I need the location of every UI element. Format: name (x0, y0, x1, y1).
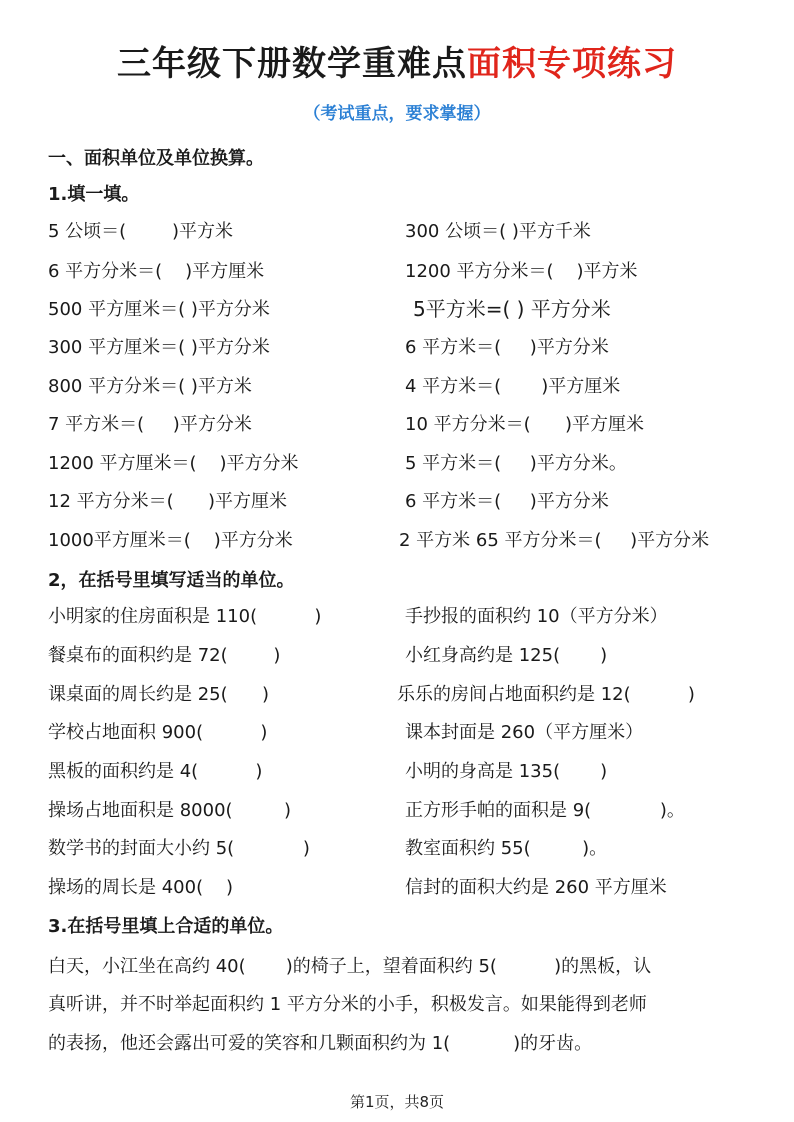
q2-item: 操场的周长是 400( ) (48, 877, 234, 898)
q1-item: 1200 平方分米＝( )平方米 (405, 261, 638, 282)
q2-item: 小明的身高是 135( ) (405, 761, 608, 782)
q2-item: 数学书的封面大小约 5( ) (48, 838, 310, 859)
page-number: 第1页，共8页 (349, 1093, 445, 1111)
q2-item: 操场占地面积是 8000( ) (48, 800, 292, 821)
q1-item: 300 公顷＝( )平方千米 (405, 221, 591, 242)
q1-item: 4 平方米＝( )平方厘米 (405, 376, 621, 397)
q2-item: 黑板的面积约是 4( ) (48, 761, 263, 782)
q2-item: 学校占地面积 900( ) (48, 722, 268, 743)
q1-item: 6 平方米＝( )平方分米 (405, 337, 609, 358)
q1-heading: 1.填一填。 (48, 184, 140, 205)
q2-item: 信封的面积大约是 260 平方厘米 (405, 877, 667, 898)
q1-item: 500 平方厘米＝( )平方分米 (48, 299, 270, 320)
q1-item: 5平方米=( ) 平方分米 (413, 297, 611, 321)
q2-item: 课本封面是 260（平方厘米） (405, 722, 644, 743)
q1-item: 1000平方厘米＝( )平方分米 (48, 530, 293, 551)
q2-item: 课桌面的周长约是 25( ) (48, 684, 270, 705)
q1-item: 7 平方米＝( )平方分米 (48, 414, 252, 435)
q1-item: 5 公顷＝( )平方米 (48, 221, 233, 242)
q2-item: 正方形手帕的面积是 9( )。 (405, 800, 685, 821)
q2-item: 乐乐的房间占地面积约是 12( ) (397, 684, 695, 705)
q1-item: 300 平方厘米＝( )平方分米 (48, 337, 270, 358)
q3-heading: 3.在括号里填上合适的单位。 (48, 916, 284, 937)
q2-item: 小明家的住房面积是 110( ) (48, 606, 322, 627)
page-title (0, 36, 794, 85)
q1-item: 12 平方分米＝( )平方厘米 (48, 491, 288, 512)
q1-item: 10 平方分米＝( )平方厘米 (405, 414, 645, 435)
title-part1: 三年级下册数学重难点 (117, 44, 467, 84)
q1-item: 6 平方米＝( )平方分米 (405, 491, 609, 512)
q2-item: 教室面积约 55( )。 (405, 838, 608, 859)
q2-item: 小红身高约是 125( ) (405, 645, 608, 666)
q2-item: 餐桌布的面积约是 72( ) (48, 645, 281, 666)
q3-paragraph-line: 白天，小江坐在高约 40( )的椅子上，望着面积约 5( )的黑板，认 (48, 956, 652, 977)
q2-item: 手抄报的面积约 10（平方分米） (405, 606, 668, 627)
q3-paragraph-line: 的表扬，他还会露出可爱的笑容和几颗面积约为 1( )的牙齿。 (48, 1033, 593, 1054)
q2-heading: 2，在括号里填写适当的单位。 (48, 570, 295, 591)
q1-item: 5 平方米＝( )平方分米。 (405, 453, 627, 474)
section1-heading: 一、面积单位及单位换算。 (48, 148, 264, 169)
q1-item: 6 平方分米＝( )平方厘米 (48, 261, 265, 282)
q1-item: 1200 平方厘米＝( )平方分米 (48, 453, 299, 474)
q1-item: 800 平方分米＝( )平方米 (48, 376, 252, 397)
title-part2-highlight: 面积专项练习 (467, 44, 677, 84)
page-subtitle: （考试重点，要求掌握） (303, 104, 491, 124)
q1-item: 2 平方米 65 平方分米＝( )平方分米 (399, 530, 710, 551)
q3-paragraph-line: 真听讲，并不时举起面积约 1 平方分米的小手，积极发言。如果能得到老师 (48, 994, 647, 1015)
